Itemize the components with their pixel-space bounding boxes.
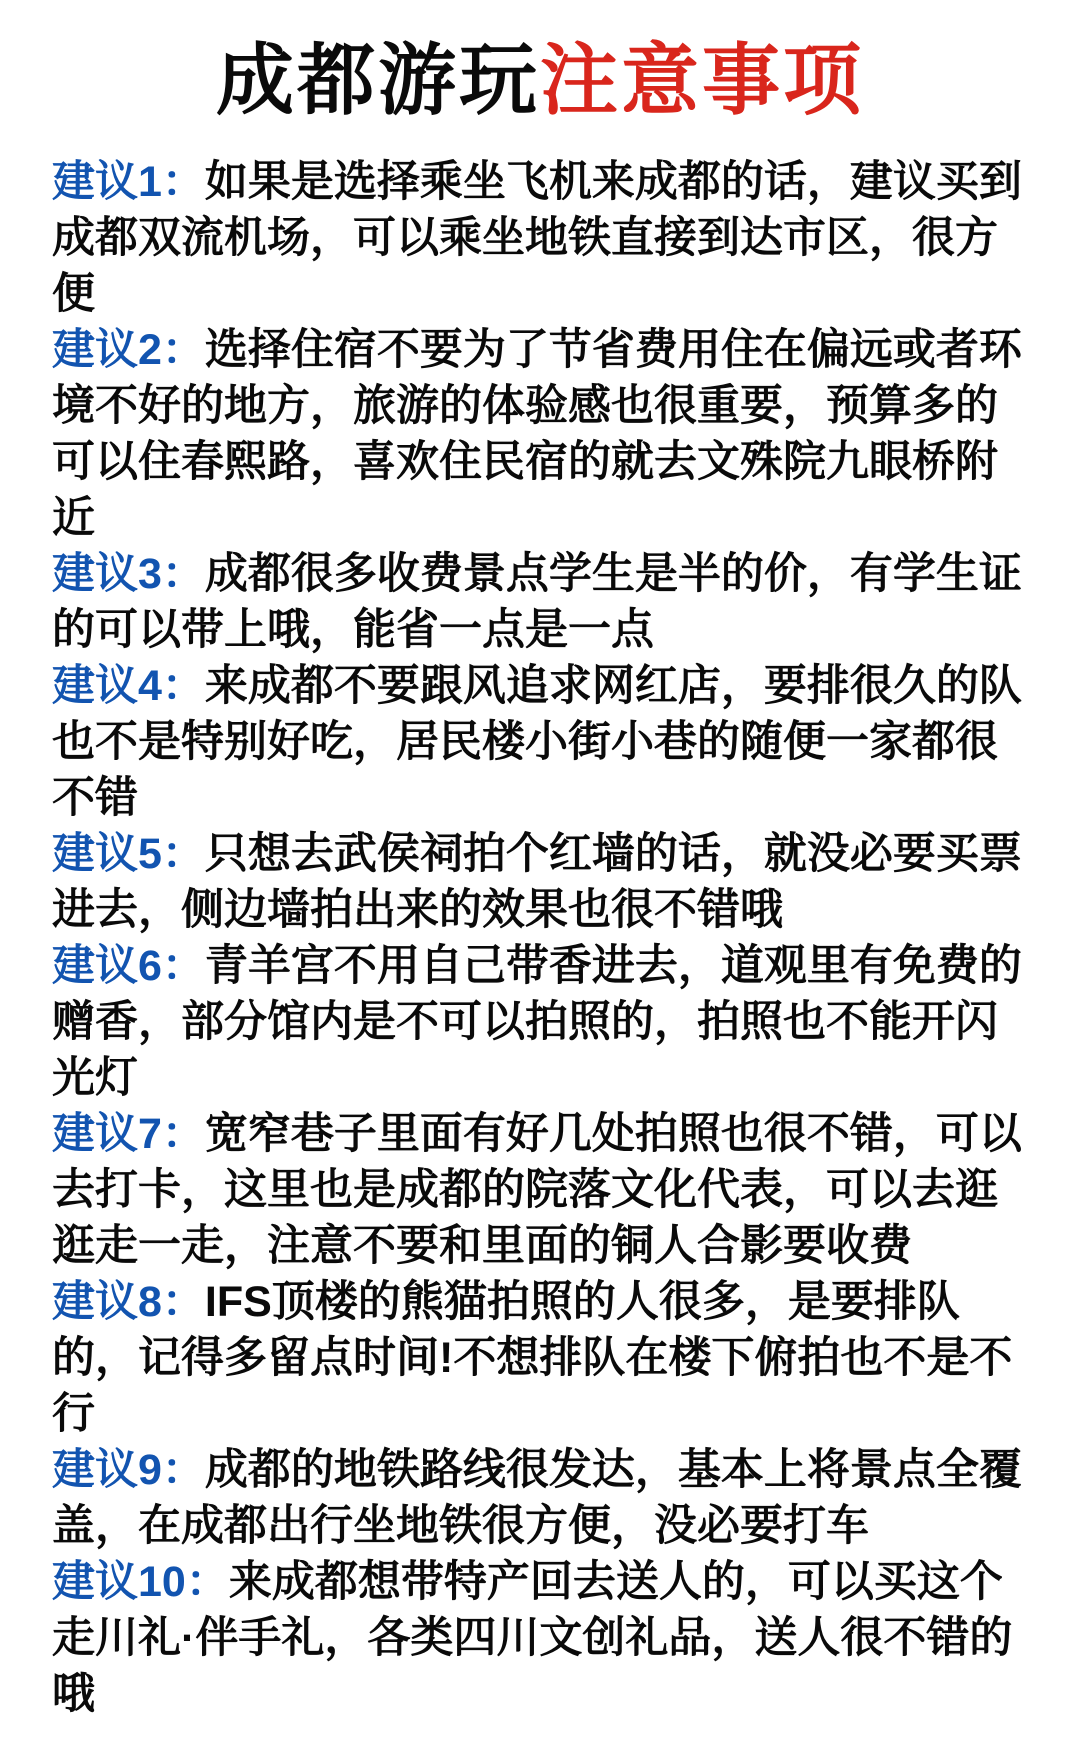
tip-text-4: 来成都不要跟风追求网红店，要排很久的队也不是特别好吃，居民楼小街小巷的随便一家都很不错	[52, 661, 1022, 822]
tip-label-10: 建议10：	[52, 1557, 229, 1606]
tip-text-7: 宽窄巷子里面有好几处拍照也很不错，可以去打卡，这里也是成都的院落文化代表，可以去逛逛走一走，注意不要和里面的铜人合影要收费	[52, 1109, 1022, 1270]
tip-label-1: 建议1：	[52, 157, 205, 206]
tip-label-3: 建议3：	[52, 549, 205, 598]
tips-list	[52, 154, 1028, 1722]
tip-item-5	[52, 826, 1028, 938]
page-title-red: 注意事项	[540, 36, 865, 124]
tip-text-1: 如果是选择乘坐飞机来成都的话，建议买到成都双流机场，可以乘坐地铁直接到达市区，很方便	[52, 157, 1022, 318]
tip-label-8: 建议8：	[52, 1277, 205, 1326]
tip-text-8: IFS顶楼的熊猫拍照的人很多，是要排队的，记得多留点时间!不想排队在楼下俯拍也不是不行	[52, 1277, 1013, 1438]
tip-item-4	[52, 658, 1028, 826]
tip-text-2: 选择住宿不要为了节省费用住在偏远或者环境不好的地方，旅游的体验感也很重要，预算多的可以住春熙路，喜欢住民宿的就去文殊院九眼桥附近	[52, 325, 1022, 542]
tip-text-6: 青羊宫不用自己带香进去，道观里有免费的赠香，部分馆内是不可以拍照的，拍照也不能开闪光灯	[52, 941, 1022, 1102]
tip-item-6	[52, 938, 1028, 1106]
tip-item-8	[52, 1274, 1028, 1442]
tip-item-7	[52, 1106, 1028, 1274]
tip-item-10	[52, 1554, 1028, 1722]
tip-item-9	[52, 1442, 1028, 1554]
tip-text-10: 来成都想带特产回去送人的，可以买这个走川礼·伴手礼，各类四川文创礼品，送人很不错的哦	[52, 1557, 1013, 1718]
tip-item-2	[52, 322, 1028, 546]
tip-label-5: 建议5：	[52, 829, 205, 878]
tip-label-4: 建议4：	[52, 661, 205, 710]
tip-label-7: 建议7：	[52, 1109, 205, 1158]
tip-label-9: 建议9：	[52, 1445, 205, 1494]
page-title	[52, 38, 1028, 124]
tip-item-3	[52, 546, 1028, 658]
page-title-black: 成都游玩	[215, 36, 540, 124]
tip-text-3: 成都很多收费景点学生是半的价，有学生证的可以带上哦，能省一点是一点	[52, 549, 1022, 654]
tip-text-9: 成都的地铁路线很发达，基本上将景点全覆盖，在成都出行坐地铁很方便，没必要打车	[52, 1445, 1022, 1550]
tip-label-6: 建议6：	[52, 941, 205, 990]
tip-label-2: 建议2：	[52, 325, 205, 374]
tip-text-5: 只想去武侯祠拍个红墙的话，就没必要买票进去，侧边墙拍出来的效果也很不错哦	[52, 829, 1022, 934]
tip-item-1	[52, 154, 1028, 322]
